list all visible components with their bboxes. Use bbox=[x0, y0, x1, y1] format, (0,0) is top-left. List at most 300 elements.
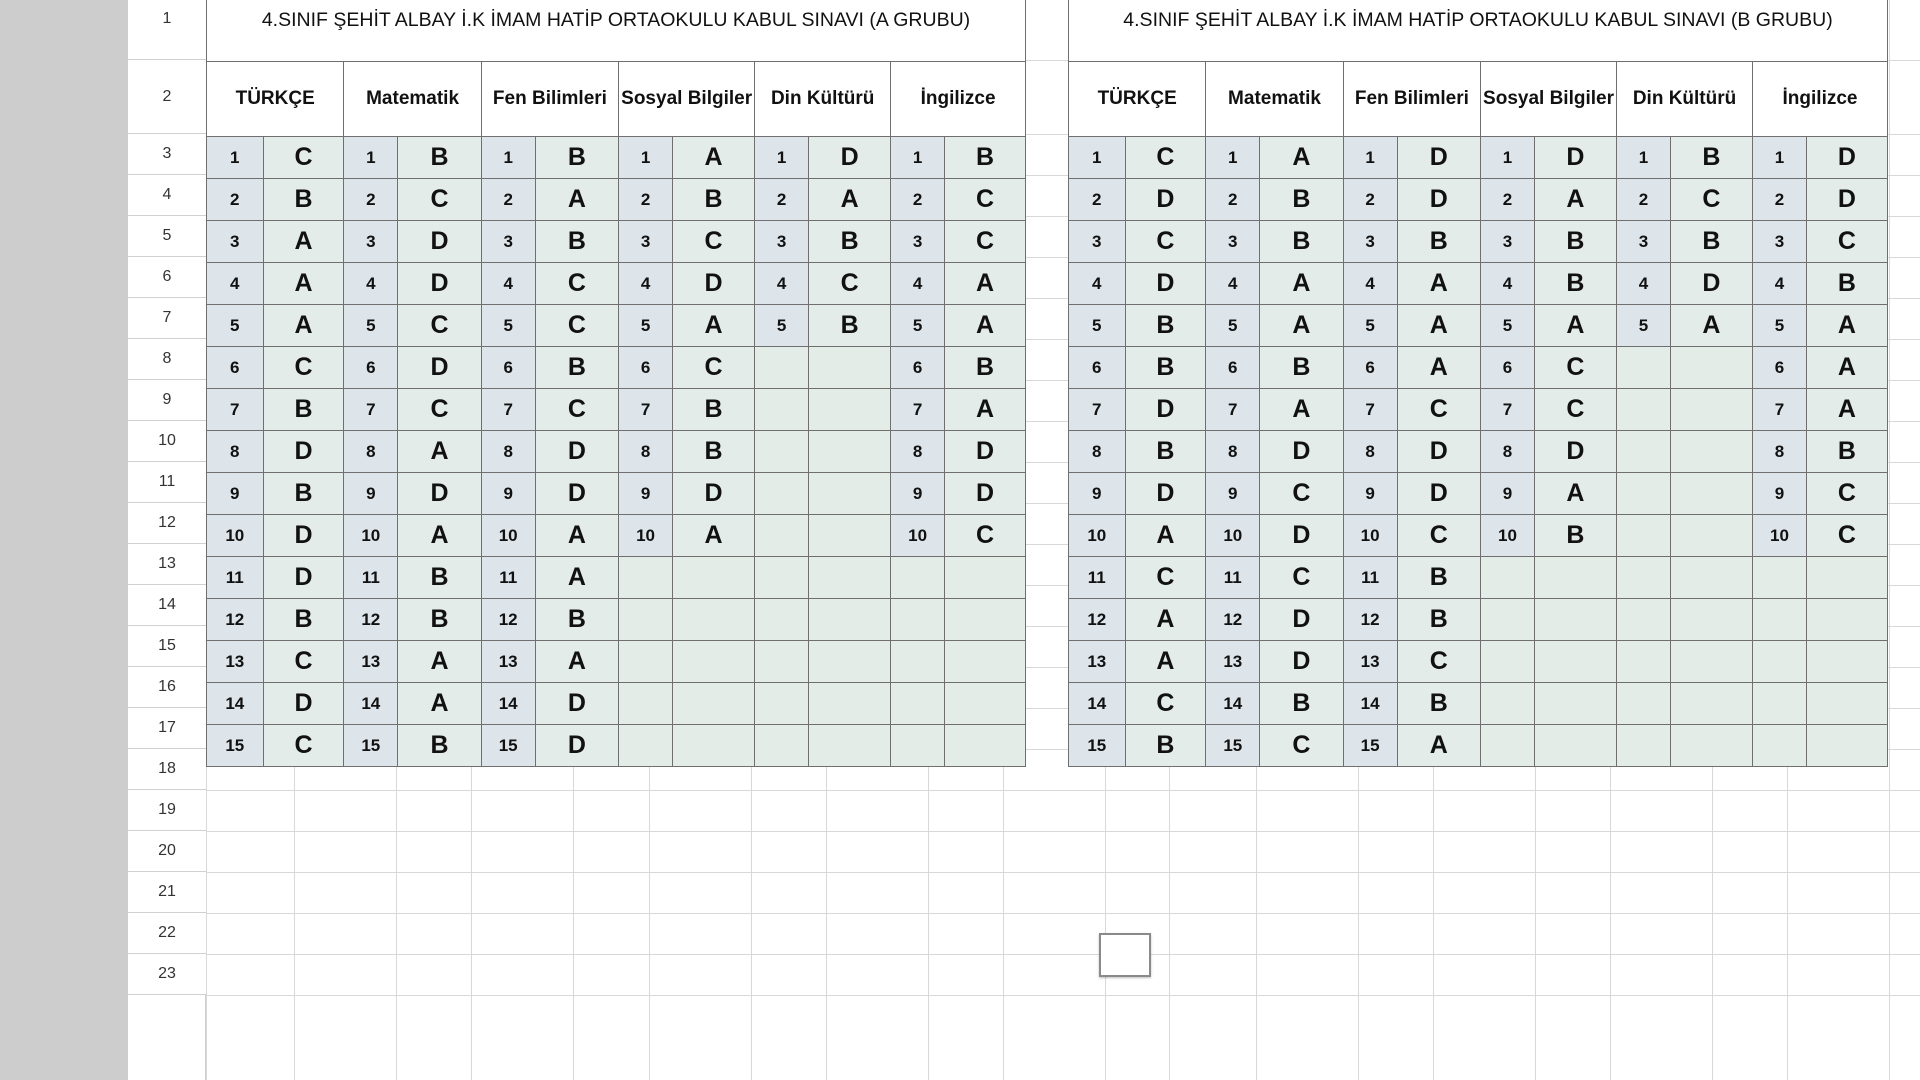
answer-cell[interactable]: A bbox=[945, 389, 1026, 431]
answer-cell[interactable]: C bbox=[535, 389, 619, 431]
question-number-cell[interactable]: 7 bbox=[1481, 389, 1535, 431]
question-number-cell[interactable]: 10 bbox=[1753, 515, 1807, 557]
answer-cell[interactable]: B bbox=[1125, 305, 1206, 347]
question-number-cell[interactable] bbox=[1617, 557, 1671, 599]
row-header-14[interactable]: 14 bbox=[128, 585, 206, 626]
question-number-cell[interactable]: 4 bbox=[1069, 263, 1126, 305]
answer-cell[interactable]: A bbox=[398, 431, 482, 473]
answer-cell[interactable]: A bbox=[809, 179, 891, 221]
answer-cell[interactable]: D bbox=[1397, 137, 1480, 179]
answer-cell[interactable] bbox=[809, 557, 891, 599]
question-number-cell[interactable]: 4 bbox=[619, 263, 673, 305]
answer-cell[interactable]: B bbox=[1534, 263, 1616, 305]
answer-cell[interactable]: C bbox=[1670, 179, 1752, 221]
answer-cell[interactable]: A bbox=[535, 179, 619, 221]
question-number-cell[interactable] bbox=[755, 515, 809, 557]
answer-cell[interactable]: D bbox=[1397, 431, 1480, 473]
question-number-cell[interactable]: 15 bbox=[207, 725, 264, 767]
answer-cell[interactable] bbox=[1806, 599, 1887, 641]
answer-cell[interactable] bbox=[1534, 683, 1616, 725]
table-row[interactable] bbox=[207, 683, 1026, 725]
answer-cell[interactable]: D bbox=[945, 431, 1026, 473]
answer-cell[interactable]: A bbox=[1125, 515, 1206, 557]
question-number-cell[interactable]: 6 bbox=[1069, 347, 1126, 389]
answer-cell[interactable] bbox=[809, 683, 891, 725]
answer-cell[interactable]: C bbox=[1260, 725, 1343, 767]
row-header-8[interactable]: 8 bbox=[128, 339, 206, 380]
answer-cell[interactable] bbox=[1534, 599, 1616, 641]
question-number-cell[interactable] bbox=[1753, 557, 1807, 599]
question-number-cell[interactable]: 2 bbox=[1343, 179, 1397, 221]
answer-cell[interactable]: B bbox=[398, 725, 482, 767]
question-number-cell[interactable]: 7 bbox=[207, 389, 264, 431]
question-number-cell[interactable]: 2 bbox=[619, 179, 673, 221]
answer-cell[interactable]: D bbox=[1125, 179, 1206, 221]
question-number-cell[interactable]: 5 bbox=[1069, 305, 1126, 347]
question-number-cell[interactable]: 15 bbox=[1069, 725, 1126, 767]
answer-cell[interactable]: A bbox=[673, 515, 755, 557]
answer-cell[interactable]: D bbox=[1397, 179, 1480, 221]
row-header-3[interactable]: 3 bbox=[128, 134, 206, 175]
question-number-cell[interactable]: 1 bbox=[1617, 137, 1671, 179]
question-number-cell[interactable]: 8 bbox=[1481, 431, 1535, 473]
answer-cell[interactable] bbox=[1534, 557, 1616, 599]
question-number-cell[interactable]: 12 bbox=[481, 599, 535, 641]
row-header-2[interactable]: 2 bbox=[128, 60, 206, 134]
question-number-cell[interactable]: 4 bbox=[891, 263, 945, 305]
answer-cell[interactable]: D bbox=[945, 473, 1026, 515]
question-number-cell[interactable]: 11 bbox=[344, 557, 398, 599]
question-number-cell[interactable]: 1 bbox=[1343, 137, 1397, 179]
row-header-18[interactable]: 18 bbox=[128, 749, 206, 790]
question-number-cell[interactable]: 8 bbox=[891, 431, 945, 473]
question-number-cell[interactable]: 11 bbox=[1069, 557, 1126, 599]
answer-cell[interactable]: B bbox=[1397, 221, 1480, 263]
answer-cell[interactable]: C bbox=[1125, 221, 1206, 263]
question-number-cell[interactable] bbox=[755, 641, 809, 683]
question-number-cell[interactable]: 2 bbox=[1069, 179, 1126, 221]
question-number-cell[interactable]: 10 bbox=[1206, 515, 1260, 557]
question-number-cell[interactable]: 3 bbox=[1617, 221, 1671, 263]
question-number-cell[interactable]: 2 bbox=[207, 179, 264, 221]
answer-cell[interactable] bbox=[1806, 557, 1887, 599]
answer-cell[interactable]: A bbox=[1260, 389, 1343, 431]
answer-cell[interactable]: D bbox=[263, 431, 344, 473]
answer-cell[interactable]: B bbox=[535, 347, 619, 389]
row-header-7[interactable]: 7 bbox=[128, 298, 206, 339]
answer-cell[interactable]: C bbox=[1806, 515, 1887, 557]
question-number-cell[interactable]: 6 bbox=[481, 347, 535, 389]
row-header-11[interactable]: 11 bbox=[128, 462, 206, 503]
question-number-cell[interactable]: 10 bbox=[1343, 515, 1397, 557]
answer-key-table-group-a[interactable] bbox=[206, 0, 1026, 767]
question-number-cell[interactable]: 13 bbox=[1343, 641, 1397, 683]
answer-cell[interactable]: D bbox=[398, 473, 482, 515]
answer-cell[interactable]: B bbox=[1260, 683, 1343, 725]
question-number-cell[interactable]: 5 bbox=[344, 305, 398, 347]
question-number-cell[interactable]: 6 bbox=[1481, 347, 1535, 389]
question-number-cell[interactable]: 7 bbox=[619, 389, 673, 431]
answer-cell[interactable] bbox=[1670, 599, 1752, 641]
answer-cell[interactable]: A bbox=[673, 137, 755, 179]
answer-cell[interactable]: C bbox=[1125, 137, 1206, 179]
question-number-cell[interactable]: 15 bbox=[344, 725, 398, 767]
question-number-cell[interactable] bbox=[755, 557, 809, 599]
question-number-cell[interactable]: 9 bbox=[1343, 473, 1397, 515]
question-number-cell[interactable]: 5 bbox=[1343, 305, 1397, 347]
question-number-cell[interactable] bbox=[1617, 599, 1671, 641]
answer-cell[interactable]: B bbox=[263, 473, 344, 515]
answer-cell[interactable]: D bbox=[673, 473, 755, 515]
answer-cell[interactable]: A bbox=[1806, 347, 1887, 389]
question-number-cell[interactable] bbox=[619, 725, 673, 767]
answer-cell[interactable]: D bbox=[398, 263, 482, 305]
question-number-cell[interactable]: 5 bbox=[481, 305, 535, 347]
row-header-15[interactable]: 15 bbox=[128, 626, 206, 667]
question-number-cell[interactable]: 7 bbox=[1206, 389, 1260, 431]
answer-cell[interactable]: A bbox=[1806, 389, 1887, 431]
question-number-cell[interactable]: 15 bbox=[481, 725, 535, 767]
answer-cell[interactable]: D bbox=[1260, 515, 1343, 557]
question-number-cell[interactable]: 3 bbox=[207, 221, 264, 263]
question-number-cell[interactable]: 8 bbox=[481, 431, 535, 473]
question-number-cell[interactable]: 10 bbox=[1481, 515, 1535, 557]
question-number-cell[interactable] bbox=[1753, 599, 1807, 641]
table-row[interactable] bbox=[207, 473, 1026, 515]
question-number-cell[interactable] bbox=[1481, 599, 1535, 641]
question-number-cell[interactable]: 5 bbox=[891, 305, 945, 347]
answer-cell[interactable] bbox=[945, 725, 1026, 767]
answer-cell[interactable]: A bbox=[1260, 263, 1343, 305]
answer-cell[interactable]: A bbox=[1397, 263, 1480, 305]
question-number-cell[interactable]: 14 bbox=[1069, 683, 1126, 725]
question-number-cell[interactable]: 8 bbox=[344, 431, 398, 473]
question-number-cell[interactable]: 13 bbox=[207, 641, 264, 683]
question-number-cell[interactable] bbox=[1753, 683, 1807, 725]
answer-cell[interactable]: C bbox=[1260, 557, 1343, 599]
question-number-cell[interactable]: 1 bbox=[891, 137, 945, 179]
question-number-cell[interactable]: 13 bbox=[481, 641, 535, 683]
answer-cell[interactable] bbox=[1670, 431, 1752, 473]
answer-cell[interactable]: D bbox=[263, 515, 344, 557]
question-number-cell[interactable]: 3 bbox=[619, 221, 673, 263]
question-number-cell[interactable]: 3 bbox=[755, 221, 809, 263]
answer-cell[interactable] bbox=[673, 683, 755, 725]
question-number-cell[interactable]: 15 bbox=[1343, 725, 1397, 767]
answer-cell[interactable]: D bbox=[1125, 389, 1206, 431]
question-number-cell[interactable]: 5 bbox=[207, 305, 264, 347]
answer-cell[interactable]: C bbox=[263, 725, 344, 767]
question-number-cell[interactable]: 13 bbox=[344, 641, 398, 683]
question-number-cell[interactable]: 9 bbox=[481, 473, 535, 515]
answer-cell[interactable]: B bbox=[398, 599, 482, 641]
answer-cell[interactable]: B bbox=[1260, 179, 1343, 221]
answer-cell[interactable] bbox=[809, 431, 891, 473]
row-header-1[interactable]: 1 bbox=[128, 0, 206, 60]
answer-cell[interactable]: C bbox=[945, 179, 1026, 221]
answer-cell[interactable]: B bbox=[263, 599, 344, 641]
question-number-cell[interactable]: 1 bbox=[207, 137, 264, 179]
table-row[interactable] bbox=[1069, 179, 1888, 221]
question-number-cell[interactable]: 10 bbox=[481, 515, 535, 557]
sheet-area[interactable] bbox=[206, 0, 1920, 1080]
answer-cell[interactable]: B bbox=[1397, 557, 1480, 599]
answer-cell[interactable]: B bbox=[673, 179, 755, 221]
question-number-cell[interactable] bbox=[1617, 473, 1671, 515]
question-number-cell[interactable]: 2 bbox=[1206, 179, 1260, 221]
row-header-21[interactable]: 21 bbox=[128, 872, 206, 913]
answer-cell[interactable]: A bbox=[673, 305, 755, 347]
answer-cell[interactable] bbox=[809, 347, 891, 389]
question-number-cell[interactable]: 9 bbox=[1206, 473, 1260, 515]
selected-cell[interactable] bbox=[1099, 933, 1151, 977]
question-number-cell[interactable]: 13 bbox=[1206, 641, 1260, 683]
answer-cell[interactable] bbox=[1806, 683, 1887, 725]
question-number-cell[interactable]: 9 bbox=[619, 473, 673, 515]
answer-cell[interactable]: D bbox=[1260, 599, 1343, 641]
answer-cell[interactable]: C bbox=[1806, 221, 1887, 263]
question-number-cell[interactable]: 4 bbox=[481, 263, 535, 305]
answer-cell[interactable]: B bbox=[398, 557, 482, 599]
row-header-5[interactable]: 5 bbox=[128, 216, 206, 257]
answer-cell[interactable]: D bbox=[263, 683, 344, 725]
answer-cell[interactable]: A bbox=[1397, 725, 1480, 767]
question-number-cell[interactable] bbox=[891, 641, 945, 683]
answer-cell[interactable] bbox=[809, 599, 891, 641]
row-header-16[interactable]: 16 bbox=[128, 667, 206, 708]
question-number-cell[interactable]: 2 bbox=[344, 179, 398, 221]
question-number-cell[interactable]: 6 bbox=[1206, 347, 1260, 389]
question-number-cell[interactable] bbox=[755, 473, 809, 515]
answer-cell[interactable]: B bbox=[1670, 221, 1752, 263]
question-number-cell[interactable]: 6 bbox=[891, 347, 945, 389]
answer-cell[interactable]: B bbox=[1397, 599, 1480, 641]
question-number-cell[interactable]: 14 bbox=[344, 683, 398, 725]
answer-cell[interactable]: C bbox=[1806, 473, 1887, 515]
answer-cell[interactable]: D bbox=[673, 263, 755, 305]
question-number-cell[interactable]: 1 bbox=[619, 137, 673, 179]
question-number-cell[interactable]: 9 bbox=[207, 473, 264, 515]
question-number-cell[interactable]: 11 bbox=[481, 557, 535, 599]
answer-cell[interactable] bbox=[809, 473, 891, 515]
question-number-cell[interactable]: 3 bbox=[1069, 221, 1126, 263]
question-number-cell[interactable]: 8 bbox=[207, 431, 264, 473]
answer-cell[interactable]: A bbox=[1534, 305, 1616, 347]
row-header-9[interactable]: 9 bbox=[128, 380, 206, 421]
question-number-cell[interactable]: 11 bbox=[207, 557, 264, 599]
table-row[interactable] bbox=[207, 725, 1026, 767]
question-number-cell[interactable]: 8 bbox=[1069, 431, 1126, 473]
question-number-cell[interactable]: 8 bbox=[1343, 431, 1397, 473]
table-row[interactable] bbox=[1069, 557, 1888, 599]
answer-cell[interactable] bbox=[1670, 641, 1752, 683]
question-number-cell[interactable]: 10 bbox=[207, 515, 264, 557]
answer-cell[interactable]: C bbox=[673, 347, 755, 389]
question-number-cell[interactable]: 5 bbox=[619, 305, 673, 347]
question-number-cell[interactable] bbox=[1617, 431, 1671, 473]
row-header-17[interactable]: 17 bbox=[128, 708, 206, 749]
answer-cell[interactable] bbox=[1670, 557, 1752, 599]
question-number-cell[interactable] bbox=[1617, 641, 1671, 683]
question-number-cell[interactable]: 1 bbox=[344, 137, 398, 179]
question-number-cell[interactable]: 1 bbox=[755, 137, 809, 179]
answer-cell[interactable]: C bbox=[535, 305, 619, 347]
answer-cell[interactable]: A bbox=[535, 515, 619, 557]
question-number-cell[interactable] bbox=[1481, 683, 1535, 725]
question-number-cell[interactable]: 9 bbox=[1481, 473, 1535, 515]
row-header-6[interactable]: 6 bbox=[128, 257, 206, 298]
question-number-cell[interactable]: 2 bbox=[481, 179, 535, 221]
table-row[interactable] bbox=[207, 305, 1026, 347]
question-number-cell[interactable] bbox=[619, 557, 673, 599]
question-number-cell[interactable]: 9 bbox=[891, 473, 945, 515]
question-number-cell[interactable]: 2 bbox=[891, 179, 945, 221]
question-number-cell[interactable]: 2 bbox=[1481, 179, 1535, 221]
question-number-cell[interactable]: 8 bbox=[1753, 431, 1807, 473]
question-number-cell[interactable] bbox=[891, 683, 945, 725]
answer-cell[interactable] bbox=[945, 641, 1026, 683]
question-number-cell[interactable]: 3 bbox=[1343, 221, 1397, 263]
answer-cell[interactable]: A bbox=[398, 683, 482, 725]
answer-cell[interactable]: A bbox=[263, 305, 344, 347]
question-number-cell[interactable]: 11 bbox=[1343, 557, 1397, 599]
question-number-cell[interactable]: 10 bbox=[619, 515, 673, 557]
question-number-cell[interactable]: 2 bbox=[1617, 179, 1671, 221]
question-number-cell[interactable]: 1 bbox=[481, 137, 535, 179]
question-number-cell[interactable]: 13 bbox=[1069, 641, 1126, 683]
answer-cell[interactable]: B bbox=[1806, 431, 1887, 473]
answer-cell[interactable]: A bbox=[1534, 473, 1616, 515]
answer-cell[interactable]: C bbox=[398, 389, 482, 431]
table-row[interactable] bbox=[1069, 263, 1888, 305]
answer-cell[interactable]: D bbox=[1125, 473, 1206, 515]
answer-cell[interactable]: C bbox=[673, 221, 755, 263]
answer-cell[interactable] bbox=[673, 557, 755, 599]
answer-cell[interactable]: A bbox=[535, 557, 619, 599]
question-number-cell[interactable]: 4 bbox=[207, 263, 264, 305]
answer-cell[interactable]: D bbox=[809, 137, 891, 179]
question-number-cell[interactable] bbox=[755, 347, 809, 389]
table-row[interactable] bbox=[1069, 347, 1888, 389]
answer-cell[interactable]: C bbox=[809, 263, 891, 305]
row-header-20[interactable]: 20 bbox=[128, 831, 206, 872]
answer-cell[interactable]: D bbox=[535, 683, 619, 725]
table-row[interactable] bbox=[207, 599, 1026, 641]
question-number-cell[interactable] bbox=[1617, 347, 1671, 389]
table-row[interactable] bbox=[207, 263, 1026, 305]
answer-cell[interactable]: D bbox=[1670, 263, 1752, 305]
answer-cell[interactable]: D bbox=[1534, 431, 1616, 473]
answer-cell[interactable] bbox=[673, 641, 755, 683]
question-number-cell[interactable]: 5 bbox=[1206, 305, 1260, 347]
answer-cell[interactable]: C bbox=[1397, 641, 1480, 683]
answer-cell[interactable]: B bbox=[535, 137, 619, 179]
question-number-cell[interactable] bbox=[755, 389, 809, 431]
answer-cell[interactable]: D bbox=[535, 431, 619, 473]
table-row[interactable] bbox=[207, 347, 1026, 389]
question-number-cell[interactable]: 3 bbox=[481, 221, 535, 263]
question-number-cell[interactable] bbox=[1481, 641, 1535, 683]
table-row[interactable] bbox=[1069, 599, 1888, 641]
question-number-cell[interactable]: 7 bbox=[344, 389, 398, 431]
table-row[interactable] bbox=[1069, 305, 1888, 347]
answer-cell[interactable]: B bbox=[1670, 137, 1752, 179]
table-row[interactable] bbox=[1069, 137, 1888, 179]
question-number-cell[interactable]: 3 bbox=[344, 221, 398, 263]
answer-cell[interactable]: A bbox=[263, 221, 344, 263]
question-number-cell[interactable] bbox=[891, 557, 945, 599]
question-number-cell[interactable]: 7 bbox=[481, 389, 535, 431]
question-number-cell[interactable]: 3 bbox=[1481, 221, 1535, 263]
question-number-cell[interactable]: 6 bbox=[344, 347, 398, 389]
answer-cell[interactable]: A bbox=[263, 263, 344, 305]
question-number-cell[interactable]: 4 bbox=[1206, 263, 1260, 305]
table-row[interactable] bbox=[207, 137, 1026, 179]
answer-cell[interactable]: A bbox=[1397, 305, 1480, 347]
answer-cell[interactable]: B bbox=[1397, 683, 1480, 725]
table-row[interactable] bbox=[1069, 221, 1888, 263]
question-number-cell[interactable]: 2 bbox=[1753, 179, 1807, 221]
row-header-13[interactable]: 13 bbox=[128, 544, 206, 585]
question-number-cell[interactable]: 10 bbox=[1069, 515, 1126, 557]
answer-cell[interactable] bbox=[1670, 515, 1752, 557]
table-row[interactable] bbox=[1069, 389, 1888, 431]
question-number-cell[interactable]: 5 bbox=[1753, 305, 1807, 347]
answer-cell[interactable]: A bbox=[1670, 305, 1752, 347]
question-number-cell[interactable]: 1 bbox=[1753, 137, 1807, 179]
answer-cell[interactable]: C bbox=[1125, 683, 1206, 725]
answer-cell[interactable] bbox=[673, 725, 755, 767]
answer-cell[interactable]: B bbox=[535, 221, 619, 263]
answer-cell[interactable] bbox=[809, 641, 891, 683]
table-row[interactable] bbox=[207, 641, 1026, 683]
question-number-cell[interactable]: 5 bbox=[755, 305, 809, 347]
question-number-cell[interactable]: 7 bbox=[891, 389, 945, 431]
answer-key-table-group-b[interactable] bbox=[1068, 0, 1888, 767]
row-header-19[interactable]: 19 bbox=[128, 790, 206, 831]
answer-cell[interactable]: D bbox=[398, 347, 482, 389]
answer-cell[interactable]: B bbox=[673, 431, 755, 473]
question-number-cell[interactable] bbox=[755, 725, 809, 767]
answer-cell[interactable] bbox=[1806, 725, 1887, 767]
answer-cell[interactable]: A bbox=[1260, 305, 1343, 347]
table-row[interactable] bbox=[1069, 431, 1888, 473]
answer-cell[interactable]: C bbox=[263, 347, 344, 389]
answer-cell[interactable]: A bbox=[535, 641, 619, 683]
answer-cell[interactable] bbox=[945, 557, 1026, 599]
answer-cell[interactable] bbox=[809, 515, 891, 557]
answer-cell[interactable]: D bbox=[535, 473, 619, 515]
table-row[interactable] bbox=[1069, 473, 1888, 515]
question-number-cell[interactable]: 6 bbox=[1753, 347, 1807, 389]
answer-cell[interactable] bbox=[809, 389, 891, 431]
table-row[interactable] bbox=[207, 221, 1026, 263]
question-number-cell[interactable]: 14 bbox=[1206, 683, 1260, 725]
answer-cell[interactable] bbox=[809, 725, 891, 767]
answer-cell[interactable]: A bbox=[1125, 599, 1206, 641]
question-number-cell[interactable]: 14 bbox=[1343, 683, 1397, 725]
answer-cell[interactable]: B bbox=[945, 347, 1026, 389]
question-number-cell[interactable] bbox=[619, 641, 673, 683]
question-number-cell[interactable] bbox=[1617, 683, 1671, 725]
row-header-23[interactable]: 23 bbox=[128, 954, 206, 995]
question-number-cell[interactable]: 9 bbox=[344, 473, 398, 515]
question-number-cell[interactable]: 7 bbox=[1753, 389, 1807, 431]
answer-cell[interactable]: D bbox=[1260, 431, 1343, 473]
question-number-cell[interactable] bbox=[891, 725, 945, 767]
table-row[interactable] bbox=[207, 389, 1026, 431]
answer-cell[interactable]: A bbox=[1806, 305, 1887, 347]
